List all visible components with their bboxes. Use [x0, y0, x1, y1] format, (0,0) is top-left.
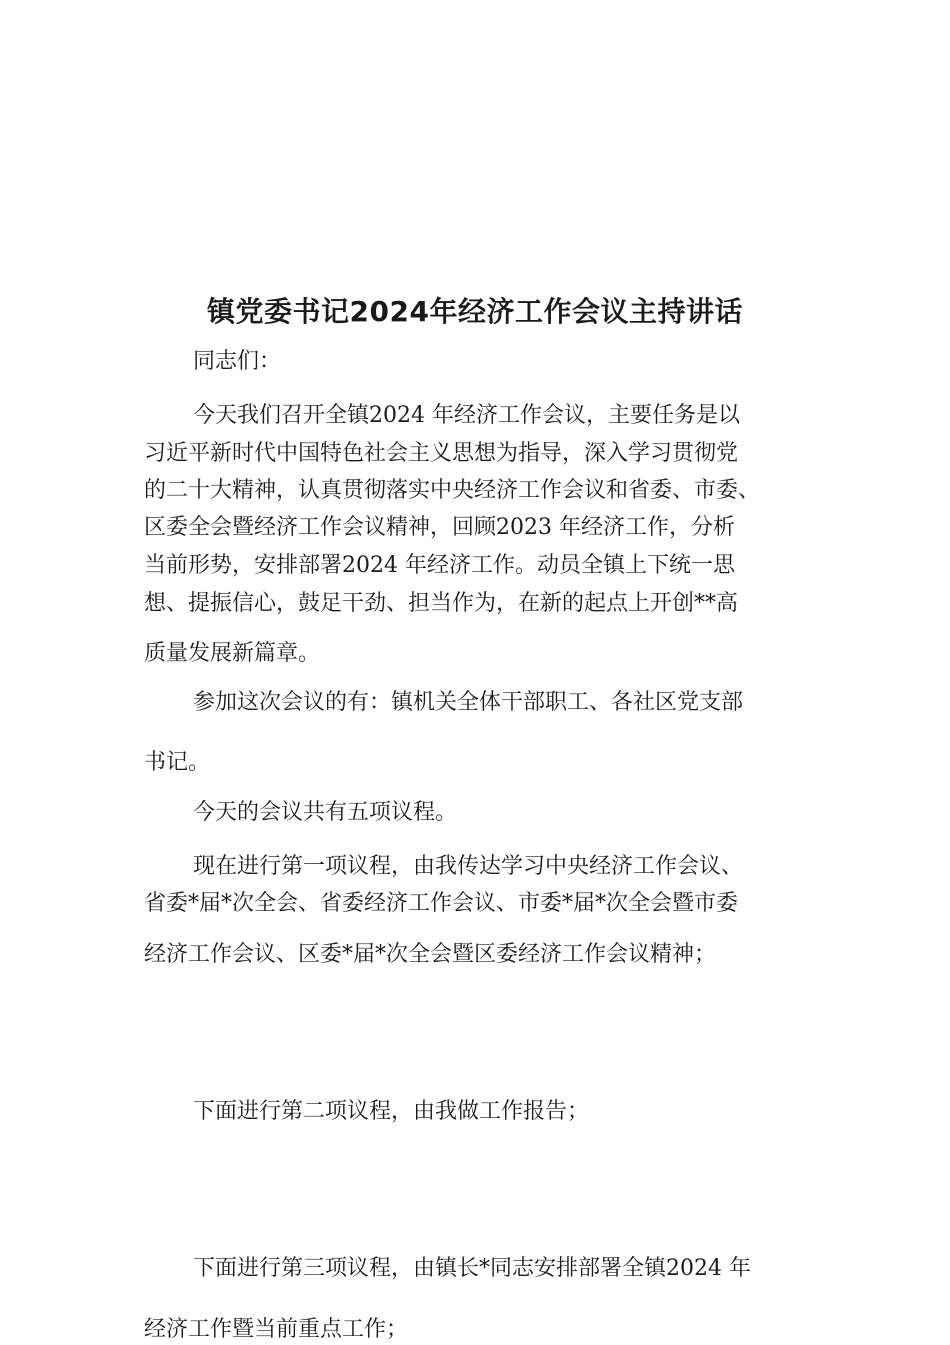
paragraph-4-line-1: 现在进行第一项议程，由我传达学习中央经济工作会议、 — [193, 854, 744, 879]
paragraph-3-line-1: 今天的会议共有五项议程。 — [193, 800, 458, 825]
paragraph-1-line-6: 想、提振信心，鼓足干劲、担当作为，在新的起点上开创**高 — [144, 591, 739, 616]
paragraph-1-line-4: 区委全会暨经济工作会议精神，回顾2023 年经济工作，分析 — [144, 515, 735, 540]
paragraph-2-line-2: 书记。 — [144, 750, 211, 775]
salutation: 同志们： — [193, 349, 282, 374]
paragraph-1-line-2: 习近平新时代中国特色社会主义思想为指导，深入学习贯彻党 — [144, 441, 739, 466]
paragraph-2-line-1: 参加这次会议的有：镇机关全体干部职工、各社区党支部 — [193, 690, 744, 715]
paragraph-4-line-3: 经济工作会议、区委*届*次全会暨区委经济工作会议精神； — [144, 942, 717, 967]
document-title: 镇党委书记2024年经济工作会议主持讲话 — [207, 295, 743, 328]
paragraph-1-line-1: 今天我们召开全镇2024 年经济工作会议，主要任务是以 — [193, 403, 740, 428]
paragraph-1-line-5: 当前形势，安排部署2024 年经济工作。动员全镇上下统一思 — [144, 553, 735, 578]
paragraph-1-line-7: 质量发展新篇章。 — [144, 641, 321, 666]
paragraph-6-line-1: 下面进行第三项议程，由镇长*同志安排部署全镇2024 年 — [193, 1256, 751, 1281]
paragraph-5-line-1: 下面进行第二项议程，由我做工作报告； — [193, 1099, 590, 1124]
paragraph-1-line-3: 的二十大精神，认真贯彻落实中央经济工作会议和省委、市委、 — [144, 478, 761, 503]
paragraph-6-line-2: 经济工作暨当前重点工作； — [144, 1317, 409, 1342]
paragraph-4-line-2: 省委*届*次全会、省委经济工作会议、市委*届*次全会暨市委 — [144, 891, 739, 916]
